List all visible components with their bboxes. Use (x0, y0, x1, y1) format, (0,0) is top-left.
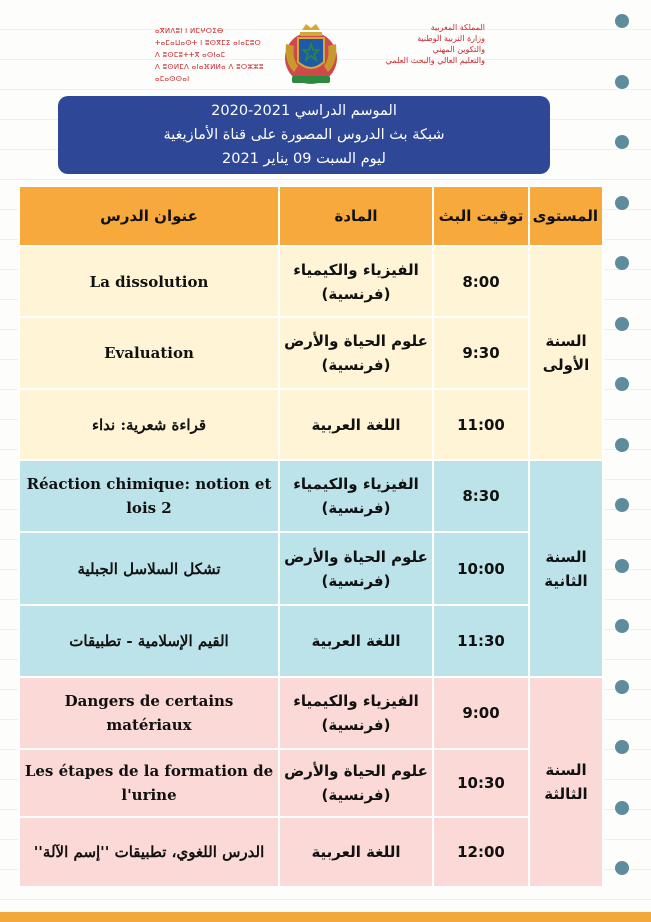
broadcast-schedule-table (18, 185, 604, 888)
ministry-header (155, 22, 485, 90)
header-lesson: عنوان الدرس (19, 186, 279, 246)
binder-hole (615, 619, 629, 633)
time-cell: 12:00 (433, 817, 529, 887)
table-row (19, 317, 603, 389)
time-cell: 8:30 (433, 460, 529, 532)
time-cell: 11:00 (433, 389, 529, 460)
time-cell: 9:30 (433, 317, 529, 389)
time-cell: 9:00 (433, 677, 529, 749)
ministry-line: والتعليم العالي والبحث العلمي (385, 56, 485, 65)
time-cell: 8:00 (433, 246, 529, 317)
subject-cell: اللغة العربية (279, 605, 433, 677)
binder-hole (615, 377, 629, 391)
level-cell: السنة الأولى (529, 246, 603, 460)
binder-hole (615, 680, 629, 694)
lesson-cell: الدرس اللغوي، تطبيقات ''إسم الآلة'' (19, 817, 279, 887)
lesson-cell: تشكل السلاسل الجبلية (19, 532, 279, 605)
binder-holes (615, 14, 631, 922)
group-third-year (19, 677, 603, 887)
lesson-cell: Les étapes de la formation de l'urine (19, 749, 279, 817)
schedule-date: ليوم السبت 09 يناير 2021 (222, 151, 386, 167)
ministry-line: وزارة التربية الوطنية (417, 34, 485, 43)
ministry-line: المملكة المغربية (430, 23, 485, 32)
binder-hole (615, 559, 629, 573)
table-row (19, 389, 603, 460)
binder-hole (615, 135, 629, 149)
subject-cell: اللغة العربية (279, 817, 433, 887)
ministry-line: والتكوين المهني (432, 45, 485, 54)
binder-hole (615, 740, 629, 754)
moroccan-coat-of-arms-icon (280, 22, 342, 88)
tifinagh-line: ⵜⴰⵎⴰⵡⴰⵙⵜ ⵏ ⵓⵙⴳⵎⵉ ⴰⵏⴰⵎⵓⵔ (155, 39, 262, 47)
header-subject: المادة (279, 186, 433, 246)
table-row (19, 605, 603, 677)
tifinagh-line: ⴰⴳⵍⴷⵓⵏ ⵏ ⵍⵎⵖⵔⵉⴱ (155, 27, 224, 35)
binder-hole (615, 196, 629, 210)
level-cell: السنة الثالثة (529, 677, 603, 887)
table-row (19, 677, 603, 749)
header-level: المستوى (529, 186, 603, 246)
schedule-title: شبكة بث الدروس المصورة على قناة الأمازيغية (163, 127, 445, 143)
table-row (19, 749, 603, 817)
table-row (19, 817, 603, 887)
lesson-cell: القيم الإسلامية - تطبيقات (19, 605, 279, 677)
lesson-cell: Dangers de certains matériaux (19, 677, 279, 749)
lesson-cell: Réaction chimique: notion et lois 2 (19, 460, 279, 532)
binder-hole (615, 75, 629, 89)
time-cell: 10:00 (433, 532, 529, 605)
school-year: الموسم الدراسي 2021-2020 (211, 103, 397, 119)
subject-cell: علوم الحياة والأرض (فرنسية) (279, 532, 433, 605)
subject-cell: علوم الحياة والأرض (فرنسية) (279, 749, 433, 817)
tifinagh-line: ⴷ ⵓⵙⵎⵓⵜⵜⴳ ⴰⵙⵏⴰⵎ (155, 51, 226, 59)
subject-cell: الفيزياء والكيمياء (فرنسية) (279, 246, 433, 317)
lesson-cell: Evaluation (19, 317, 279, 389)
group-first-year (19, 246, 603, 460)
header-time: توقيت البث (433, 186, 529, 246)
table-row (19, 246, 603, 317)
binder-hole (615, 498, 629, 512)
subject-cell: اللغة العربية (279, 389, 433, 460)
lesson-cell: قراءة شعرية: نداء (19, 389, 279, 460)
binder-hole (615, 256, 629, 270)
ministry-name-tifinagh (155, 25, 265, 85)
subject-cell: الفيزياء والكيمياء (فرنسية) (279, 460, 433, 532)
binder-hole (615, 438, 629, 452)
group-second-year (19, 460, 603, 677)
table-header-row (19, 186, 603, 246)
time-cell: 10:30 (433, 749, 529, 817)
table-row (19, 460, 603, 532)
binder-hole (615, 317, 629, 331)
tifinagh-line: ⴷ ⵓⵙⵍⵎⴷ ⴰⵏⴰⴼⵍⵍⴰ ⴷ ⵓⵔⵣⵣⵓ ⴰⵎⴰⵙⵙⴰⵏ (155, 63, 264, 83)
subject-cell: علوم الحياة والأرض (فرنسية) (279, 317, 433, 389)
binder-hole (615, 14, 629, 28)
bottom-accent-bar (0, 912, 651, 922)
ministry-name-arabic (340, 22, 485, 66)
binder-hole (615, 861, 629, 875)
binder-hole (615, 801, 629, 815)
time-cell: 11:30 (433, 605, 529, 677)
table-row (19, 532, 603, 605)
title-banner (58, 96, 550, 174)
lesson-cell: La dissolution (19, 246, 279, 317)
level-cell: السنة الثانية (529, 460, 603, 677)
subject-cell: الفيزياء والكيمياء (فرنسية) (279, 677, 433, 749)
